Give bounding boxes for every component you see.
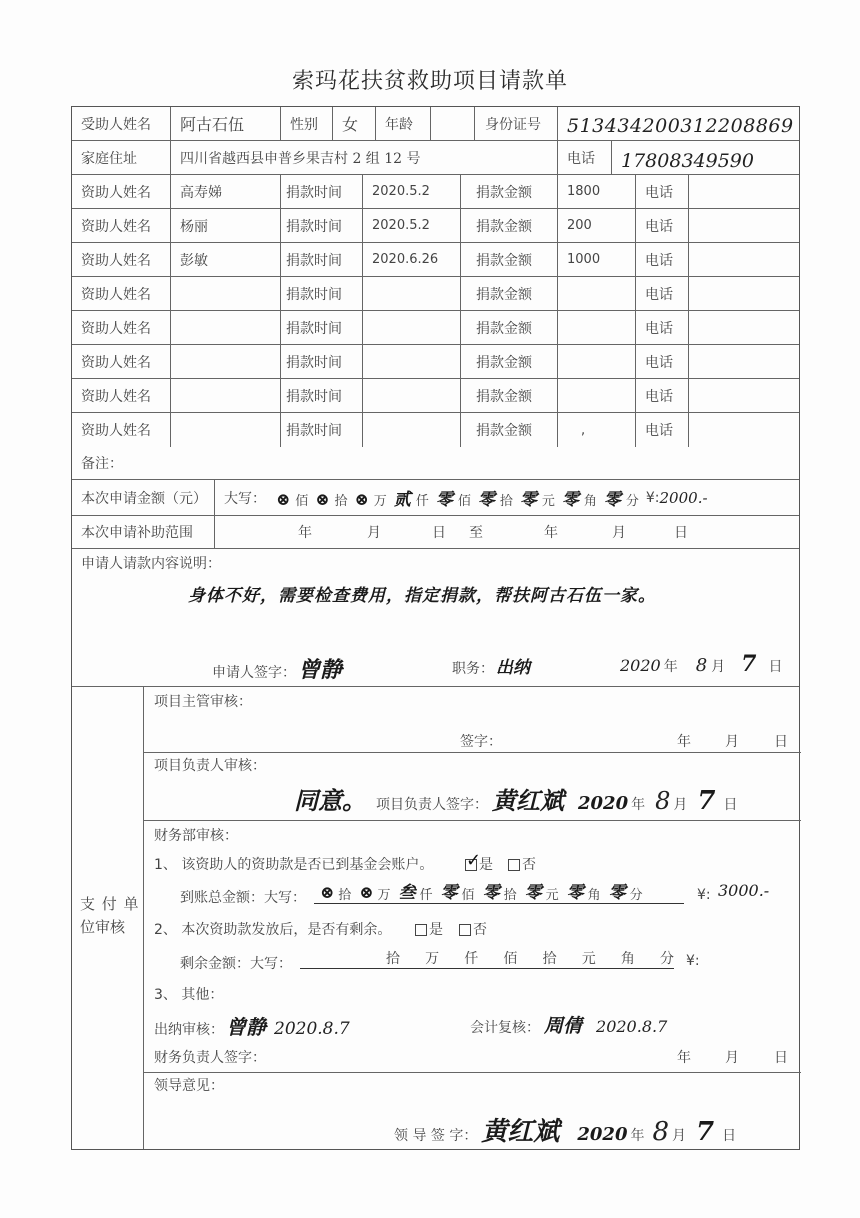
received-digit: 叁 [398, 883, 416, 903]
amount-unit: 万 [373, 494, 387, 509]
age-label: 年龄 [376, 107, 431, 140]
remarks-label: 备注： [81, 456, 123, 472]
donor-name[interactable] [171, 413, 281, 447]
donation-amount-label: 捐款金额 [461, 277, 558, 310]
donation-time-label: 捐款时间 [281, 175, 363, 208]
donation-amount-value: 200 [567, 218, 592, 233]
remain-amount-field[interactable] [300, 947, 674, 969]
cashier-date: 2020.8.7 [274, 1019, 350, 1039]
donor-name[interactable]: 杨丽 [171, 209, 281, 242]
donor-phone-label: 电话 [636, 345, 689, 378]
donation-time[interactable]: 2020.5.2 [363, 175, 461, 208]
yen-label: ¥: [645, 489, 660, 506]
leader-month-label: 月 [672, 1128, 687, 1144]
q1-yes-option[interactable] [465, 850, 493, 874]
remarks-row [72, 447, 799, 480]
request-amount-label: 本次申请金额（元） [72, 480, 215, 515]
donor-row [72, 209, 799, 243]
leader-review [144, 1073, 801, 1149]
supervisor-sign-label: 签字： [460, 734, 502, 750]
amount-unit: 元 [541, 494, 555, 509]
donation-amount-label: 捐款金额 [461, 209, 558, 242]
remain-unit: 拾 [386, 951, 400, 967]
received-unit: 仟 [419, 888, 433, 903]
donor-row [72, 175, 799, 209]
donation-amount-label: 捐款金额 [461, 413, 558, 447]
finance-q2: 2、 本次资助款发放后，是否有剩余。 [154, 922, 392, 938]
recipient-name[interactable]: 阿古石伍 [171, 107, 281, 140]
request-form [71, 106, 800, 1150]
address-label: 家庭住址 [72, 141, 171, 174]
applicant-month-label: 月 [711, 659, 726, 675]
range-year-2: 年 [544, 525, 558, 541]
leader-label: 领导意见： [154, 1078, 224, 1094]
project-lead-date-year: 2020 [578, 793, 629, 814]
recipient-row [72, 107, 799, 141]
amount-unit: 分 [625, 494, 639, 509]
received-unit: 元 [545, 888, 559, 903]
donor-list [72, 175, 799, 447]
donation-time-label: 捐款时间 [281, 311, 363, 344]
donation-amount-label: 捐款金额 [461, 345, 558, 378]
amount-digit: ⊗ [354, 490, 369, 510]
range-year-1: 年 [298, 525, 312, 541]
leader-sign-label: 领 导 签 字： [394, 1128, 478, 1144]
donor-phone-label: 电话 [636, 413, 689, 447]
project-lead-date-day: 7 [697, 786, 716, 816]
donation-amount[interactable] [558, 175, 636, 208]
accountant-date: 2020.8.7 [596, 1017, 668, 1036]
donor-row [72, 277, 799, 311]
donor-name-label: 资助人姓名 [72, 209, 171, 242]
address-value[interactable]: 四川省越西县申普乡果吉村 2 组 12 号 [171, 141, 558, 174]
explanation-label: 申请人请款内容说明： [81, 556, 221, 572]
donor-phone[interactable] [689, 413, 801, 447]
daxie-label: 大写： [224, 490, 266, 507]
project-lead-label: 项目负责人审核： [154, 758, 266, 774]
project-lead-signature: 黄红斌 [492, 786, 564, 815]
donor-phone[interactable] [689, 311, 801, 344]
donor-name[interactable] [171, 277, 281, 310]
supervisor-month-label: 月 [725, 734, 739, 750]
donation-time[interactable] [363, 413, 461, 447]
donation-time-label: 捐款时间 [281, 379, 363, 412]
donor-phone-label: 电话 [636, 379, 689, 412]
donation-amount[interactable] [558, 243, 636, 276]
donor-phone-label: 电话 [636, 243, 689, 276]
donor-name-label: 资助人姓名 [72, 175, 171, 208]
donation-time-label: 捐款时间 [281, 277, 363, 310]
project-lead-sign-line [294, 781, 737, 816]
form-title: 索玛花扶贫救助项目请款单 [291, 69, 568, 94]
finance-day-label: 日 [774, 1050, 788, 1066]
donation-amount[interactable] [558, 209, 636, 242]
leader-day-label: 日 [722, 1128, 737, 1144]
leader-date-day: 7 [696, 1117, 715, 1147]
donor-phone-label: 电话 [636, 277, 689, 310]
received-label: 到账总金额：大写： [180, 890, 306, 906]
amount-digit: 贰 [393, 490, 411, 510]
remain-label: 剩余金额：大写： [180, 956, 292, 972]
remain-unit: 元 [581, 951, 596, 967]
remain-unit: 分 [659, 951, 674, 967]
id-label: 身份证号 [475, 107, 558, 140]
donor-phone[interactable] [689, 345, 801, 378]
finance-head-sign-label: 财务负责人签字： [154, 1050, 266, 1066]
received-unit: 角 [587, 888, 601, 903]
applicant-date-year: 2020 [620, 656, 661, 675]
accountant-signature: 周倩 [544, 1015, 583, 1037]
applicant-date-day: 7 [741, 651, 757, 677]
donation-amount[interactable] [558, 277, 636, 310]
donor-name-label: 资助人姓名 [72, 243, 171, 276]
donation-time[interactable] [363, 277, 461, 310]
applicant-sign-line [212, 653, 342, 684]
q2-no-option[interactable] [459, 919, 487, 939]
position-value: 出纳 [496, 658, 530, 678]
finance-year-label: 年 [677, 1050, 691, 1066]
phone-label: 电话 [558, 141, 612, 174]
finance-label: 财务部审核： [154, 828, 238, 844]
amount-unit: 仟 [415, 494, 429, 509]
received-yen-label: ¥: [697, 887, 711, 903]
explanation-text[interactable]: 身体不好，需要检查费用，指定捐款，帮扶阿古石伍一家。 [188, 586, 656, 606]
donation-amount-value: 1000 [567, 252, 601, 267]
id-number[interactable]: 513434200312208869 [567, 114, 794, 137]
donor-phone[interactable] [689, 175, 801, 208]
donor-row [72, 243, 799, 277]
amount-digit: ⊗ [315, 490, 330, 510]
finance-review [144, 821, 801, 1073]
approval-side-column [72, 687, 144, 1149]
address-row [72, 141, 799, 175]
amount-unit: 拾 [334, 494, 348, 509]
donation-amount[interactable] [558, 345, 636, 378]
applicant-signature: 曾静 [298, 657, 343, 683]
gender-label: 性别 [281, 107, 333, 140]
project-lead-opinion: 同意。 [294, 786, 366, 815]
project-lead-sign-label: 项目负责人签字： [376, 797, 488, 813]
donor-phone[interactable] [689, 243, 801, 276]
donation-amount[interactable] [558, 379, 636, 412]
cashier-label: 出纳审核： [154, 1022, 224, 1038]
donation-amount-value: 1800 [567, 184, 601, 199]
amount-unit: 角 [583, 494, 597, 509]
remain-unit: 拾 [542, 951, 557, 967]
received-unit: 拾 [338, 888, 352, 903]
finance-q1: 1、 该资助人的资助款是否已到基金会账户。 [154, 857, 434, 873]
amount-unit: 拾 [499, 494, 513, 509]
remain-yen-label: ¥: [686, 953, 700, 969]
finance-q3: 3、 其他： [154, 987, 224, 1003]
donation-time[interactable] [363, 379, 461, 412]
accountant-label: 会计复核： [470, 1020, 540, 1036]
donor-name[interactable] [171, 345, 281, 378]
finance-month-label: 月 [725, 1050, 739, 1066]
donor-phone-label: 电话 [636, 175, 689, 208]
project-lead-day-label: 日 [723, 797, 738, 813]
donor-name-label: 资助人姓名 [72, 277, 171, 310]
amount-digit: 零 [561, 490, 579, 510]
donor-phone-label: 电话 [636, 311, 689, 344]
donor-name[interactable]: 彭敏 [171, 243, 281, 276]
phone-value[interactable]: 17808349590 [621, 149, 754, 172]
donor-phone[interactable] [689, 379, 801, 412]
q1-no-label: 否 [522, 857, 536, 873]
donor-name[interactable] [171, 311, 281, 344]
donor-name-label: 资助人姓名 [72, 311, 171, 344]
received-digit: 零 [608, 883, 626, 903]
amount-digit: 零 [603, 490, 621, 510]
donor-phone-label: 电话 [636, 209, 689, 242]
q1-no-checkbox[interactable] [508, 859, 520, 871]
donor-row [72, 413, 799, 447]
donor-row [72, 379, 799, 413]
stray-mark: , [581, 422, 586, 438]
received-unit: 佰 [461, 888, 475, 903]
explanation-row [72, 549, 799, 687]
donation-amount[interactable] [558, 413, 636, 447]
donation-time[interactable]: 2020.6.26 [363, 243, 461, 276]
approval-side-label-2: 位审核 [80, 918, 126, 936]
received-digit: ⊗ [320, 883, 335, 903]
recipient-name-label: 受助人姓名 [72, 107, 171, 140]
applicant-sign-label: 申请人签字： [212, 665, 296, 681]
range-month-2: 月 [612, 525, 626, 541]
amount-digit: 零 [519, 490, 537, 510]
amount-digit: ⊗ [276, 490, 291, 510]
received-digit: 零 [524, 883, 542, 903]
leader-date-month: 8 [652, 1117, 670, 1147]
received-unit: 分 [629, 888, 643, 903]
donation-time[interactable]: 2020.5.2 [363, 209, 461, 242]
cashier-line [154, 1011, 350, 1040]
q1-yes-checkbox[interactable] [465, 850, 482, 871]
request-amount-digits [272, 485, 642, 510]
remain-unit: 仟 [464, 951, 479, 967]
q2-yes-label: 是 [429, 922, 443, 938]
donor-phone[interactable] [689, 209, 801, 242]
remain-unit: 万 [425, 951, 440, 967]
gender-value[interactable]: 女 [333, 107, 376, 140]
donation-time[interactable] [363, 311, 461, 344]
q2-no-label: 否 [473, 922, 487, 938]
remain-unit: 佰 [503, 951, 518, 967]
donation-time-label: 捐款时间 [281, 345, 363, 378]
request-amount-field[interactable] [215, 480, 801, 515]
received-amount-digits[interactable] [314, 879, 684, 904]
donor-row [72, 311, 799, 345]
range-field[interactable] [215, 516, 801, 548]
donation-time[interactable] [363, 345, 461, 378]
amount-unit: 佰 [457, 494, 471, 509]
approval-side-label-1: 支 付 单 [80, 895, 140, 913]
project-lead-review [144, 753, 801, 821]
amount-unit: 佰 [295, 494, 309, 509]
received-digit: ⊗ [359, 883, 374, 903]
applicant-date-month: 8 [695, 655, 708, 676]
range-month-1: 月 [367, 525, 381, 541]
range-row [72, 516, 799, 549]
project-lead-date-month: 8 [655, 787, 671, 815]
q2-no-checkbox[interactable] [459, 924, 471, 936]
request-amount-row [72, 480, 799, 516]
supervisor-year-label: 年 [677, 734, 691, 750]
donor-name-label: 资助人姓名 [72, 345, 171, 378]
project-lead-year-label: 年 [631, 797, 646, 813]
donation-amount-label: 捐款金额 [461, 311, 558, 344]
applicant-date-line [620, 651, 782, 677]
donation-amount-label: 捐款金额 [461, 243, 558, 276]
yen-value: 2000.- [659, 488, 708, 507]
received-unit: 万 [377, 888, 391, 903]
q1-yes-label: 是 [479, 857, 493, 873]
applicant-year-label: 年 [663, 659, 678, 675]
amount-digit: 零 [435, 490, 453, 510]
applicant-day-label: 日 [768, 659, 783, 675]
amount-digit: 零 [477, 490, 495, 510]
q1-no-option[interactable] [508, 854, 536, 874]
donor-name[interactable] [171, 379, 281, 412]
donation-time-label: 捐款时间 [281, 209, 363, 242]
range-to: 至 [469, 525, 483, 541]
donation-amount-label: 捐款金额 [461, 175, 558, 208]
q2-yes-option[interactable] [415, 919, 443, 939]
supervisor-review [144, 687, 801, 753]
supervisor-day-label: 日 [774, 734, 788, 750]
position-label: 职务： [452, 661, 494, 677]
donor-name-label: 资助人姓名 [72, 413, 171, 447]
donation-amount[interactable] [558, 311, 636, 344]
position-line [452, 653, 530, 678]
received-unit: 拾 [503, 888, 517, 903]
donor-name[interactable]: 高寿娣 [171, 175, 281, 208]
donation-time-label: 捐款时间 [281, 243, 363, 276]
leader-year-label: 年 [630, 1128, 645, 1144]
check-mark-icon: ✓ [466, 850, 482, 871]
q2-yes-checkbox[interactable] [415, 924, 427, 936]
donor-phone[interactable] [689, 277, 801, 310]
approval-section [72, 687, 799, 1149]
donation-time-label: 捐款时间 [281, 413, 363, 447]
accountant-line [470, 1011, 667, 1038]
donation-amount-label: 捐款金额 [461, 379, 558, 412]
received-digit: 零 [440, 883, 458, 903]
age-value[interactable] [431, 107, 475, 140]
supervisor-label: 项目主管审核： [154, 694, 252, 710]
range-label: 本次申请补助范围 [72, 516, 215, 548]
range-day-1: 日 [432, 525, 446, 541]
cashier-signature: 曾静 [226, 1015, 266, 1039]
range-day-2: 日 [674, 525, 688, 541]
received-yen-value: 3000.- [718, 881, 770, 900]
project-lead-month-label: 月 [673, 797, 688, 813]
leader-date-year: 2020 [577, 1124, 628, 1145]
remain-unit: 角 [620, 951, 635, 967]
received-digit: 零 [566, 883, 584, 903]
received-digit: 零 [482, 883, 500, 903]
donor-row [72, 345, 799, 379]
leader-sign-line [394, 1111, 736, 1148]
donor-name-label: 资助人姓名 [72, 379, 171, 412]
leader-signature: 黄红斌 [481, 1117, 560, 1147]
